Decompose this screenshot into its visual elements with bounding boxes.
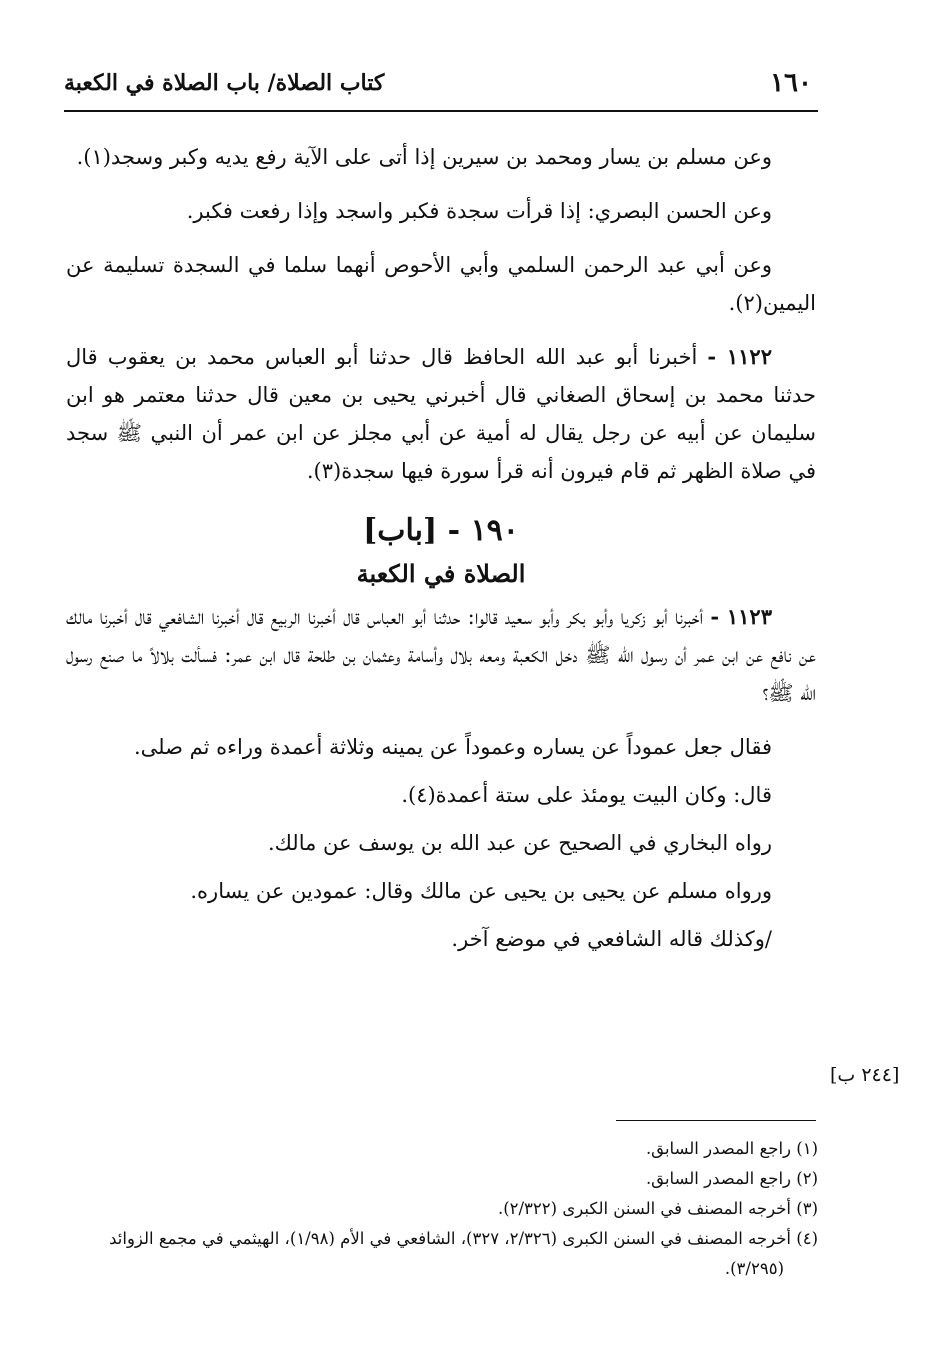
text-line: قال: وكان البيت يومئذ على ستة أعمدة(٤). — [401, 783, 772, 807]
paragraph-abu-abdulrahman: وعن أبي عبد الرحمن السلمي وأبي الأحوص أنهما سلما في السجدة تسليمة عن اليمين(٢). — [66, 253, 816, 315]
footnote-2: (٢) راجع المصدر السابق. — [645, 1169, 818, 1188]
main-text — [66, 138, 816, 968]
running-header — [64, 62, 816, 102]
text-line: رواه البخاري في الصحيح عن عبد الله بن يوسف عن مالك. — [267, 831, 772, 855]
page-number: ١٦٠ — [770, 68, 812, 98]
footnote-4: (٤) أخرجه المصنف في السنن الكبرى (٢/٣٢٦، ٣٢٧)، الشافعي في الأم (١/٩٨)، الهيثمي في مجمع الزوائد (٣/٢٩٥). — [109, 1229, 818, 1278]
text-line: ورواه مسلم عن يحيى بن يحيى عن مالك وقال: عمودين عن يساره. — [190, 879, 772, 903]
chapter-subtitle: الصلاة في الكعبة — [356, 559, 526, 588]
chapter-heading — [66, 510, 816, 592]
footnote-rule — [616, 1120, 816, 1121]
footnote-3: (٣) أخرجه المصنف في السنن الكبرى (٢/٣٢٢). — [497, 1199, 818, 1218]
paragraph-muslim-ibn-yasar: وعن مسلم بن يسار ومحمد بن سيرين إذا أتى على الآية رفع يديه وكبر وسجد(١). — [76, 145, 772, 169]
text-line: فقال جعل عموداً عن يساره وعموداً عن يمينه وثلاثة أعمدة وراءه ثم صلى. — [134, 735, 772, 759]
manuscript-folio-note: [٢٤٤ ب] — [830, 1064, 900, 1086]
hadith-text: أخبرنا أبو عبد الله الحافظ قال حدثنا أبو العباس محمد بن يعقوب قال حدثنا محمد بن إسحاق الصغاني قال أخبرني يحيى بن معين قال حدثنا معتمر هو ابن سليمان عن أبيه عن رجل يقال له أمية عن أبي مجلز عن ابن عمر أن النبي ﷺ سجد في صلاة الظهر ثم قام فيرون أنه قرأ سورة فيها سجدة(٣). — [66, 345, 816, 483]
footnotes — [70, 1134, 818, 1284]
hadith-1123 — [66, 598, 816, 712]
header-rule — [64, 110, 818, 112]
hadith-number: ١١٢٢ - — [707, 344, 772, 369]
text-line: /وكذلك قاله الشافعي في موضع آخر. — [451, 927, 772, 951]
paragraph-hasan-basri: وعن الحسن البصري: إذا قرأت سجدة فكبر واسجد وإذا رفعت فكبر. — [186, 199, 772, 223]
hadith-text: أخبرنا أبو زكريا وأبو بكر وأبو سعيد قالوا: حدثنا أبو العباس قال أخبرنا الربيع قال أخبرنا الشافعي قال أخبرنا مالك عن نافع عن ابن عمر أن رسول الله ﷺ دخل الكعبة ومعه بلال وأسامة وعثمان بن طلحة قال ابن عمر: فسألت بلالاً ما صنع رسول الله ﷺ؟ — [66, 605, 816, 705]
hadith-number: ١١٢٣ - — [710, 604, 772, 629]
footnote-1: (١) راجع المصدر السابق. — [645, 1139, 818, 1158]
running-title: كتاب الصلاة/ باب الصلاة في الكعبة — [64, 70, 385, 96]
chapter-title: ١٩٠ - [باب] — [363, 513, 519, 548]
hadith-1122 — [66, 338, 816, 490]
